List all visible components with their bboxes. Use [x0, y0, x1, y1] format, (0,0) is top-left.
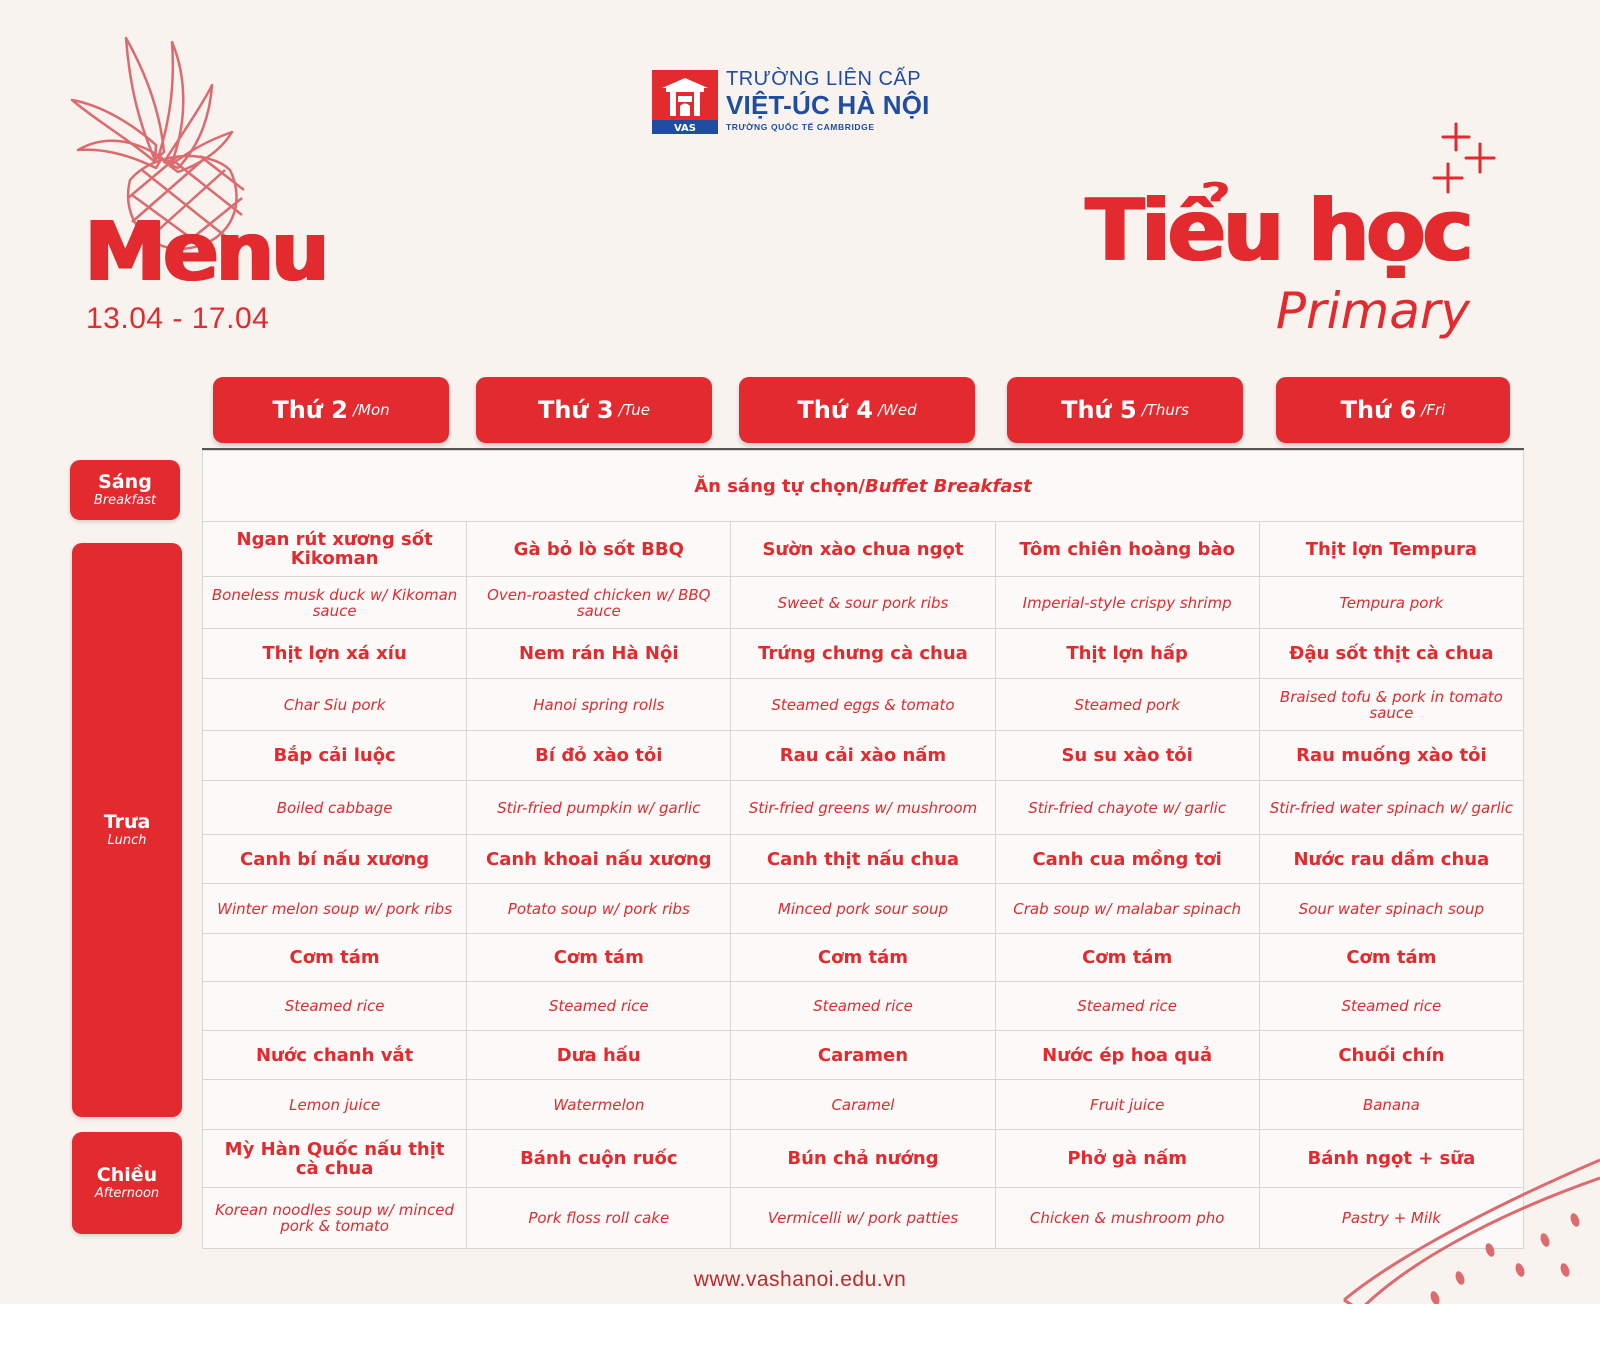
dish-vi: Bí đỏ xào tỏi	[467, 731, 731, 781]
school-name-line1: TRƯỜNG LIÊN CẤP	[726, 68, 922, 90]
dish-en: Caramel	[731, 1080, 995, 1130]
school-name-line3: TRƯỜNG QUỐC TẾ CAMBRIDGE	[726, 122, 875, 132]
dish-en: Banana	[1259, 1080, 1523, 1130]
breakfast-cell	[203, 451, 1524, 522]
dish-vi: Tôm chiên hoàng bào	[995, 522, 1259, 577]
day-label-vi: Thứ 4	[797, 396, 873, 424]
day-label-en: /Mon	[352, 401, 390, 419]
day-label-en: /Wed	[877, 401, 917, 419]
table-row-dish-vi	[203, 835, 1524, 884]
dish-en: Steamed rice	[731, 982, 995, 1031]
dish-vi: Gà bỏ lò sốt BBQ	[467, 522, 731, 577]
table-row-dish-vi	[203, 1031, 1524, 1080]
dish-en: Tempura pork	[1259, 577, 1523, 629]
dish-vi: Thịt lợn xá xíu	[203, 629, 467, 679]
dish-vi: Đậu sốt thịt cà chua	[1259, 629, 1523, 679]
meal-label-afternoon	[72, 1132, 182, 1234]
dish-vi: Chuối chín	[1259, 1031, 1523, 1080]
dish-vi: Thịt lợn hấp	[995, 629, 1259, 679]
dish-vi: Nem rán Hà Nội	[467, 629, 731, 679]
dish-en: Braised tofu & pork in tomato sauce	[1259, 679, 1523, 731]
day-header-mon	[213, 377, 449, 443]
dish-en: Steamed rice	[203, 982, 467, 1031]
table-row-dish-en	[203, 982, 1524, 1031]
dish-vi: Bánh cuộn ruốc	[467, 1130, 731, 1188]
dish-en: Char Siu pork	[203, 679, 467, 731]
day-header-tue	[476, 377, 712, 443]
table-row-dish-en	[203, 679, 1524, 731]
dish-en: Minced pork sour soup	[731, 884, 995, 934]
dish-vi: Canh cua mồng tơi	[995, 835, 1259, 884]
dish-en: Crab soup w/ malabar spinach	[995, 884, 1259, 934]
school-name-line2: VIỆT-ÚC HÀ NỘI	[726, 90, 930, 120]
dish-en: Pastry + Milk	[1259, 1188, 1523, 1249]
dish-en: Lemon juice	[203, 1080, 467, 1130]
dish-en: Stir-fried greens w/ mushroom	[731, 781, 995, 835]
dish-en: Steamed rice	[995, 982, 1259, 1031]
dish-vi: Cơm tám	[1259, 934, 1523, 982]
grade-title-vi: Tiểu học	[1085, 181, 1470, 281]
day-label-vi: Thứ 5	[1061, 396, 1137, 424]
dish-vi: Canh thịt nấu chua	[731, 835, 995, 884]
dish-vi: Thịt lợn Tempura	[1259, 522, 1523, 577]
day-header-fri	[1276, 377, 1510, 443]
menu-table	[202, 450, 1524, 1249]
dish-en: Stir-fried chayote w/ garlic	[995, 781, 1259, 835]
dish-vi: Rau cải xào nấm	[731, 731, 995, 781]
dish-en: Stir-fried pumpkin w/ garlic	[467, 781, 731, 835]
breakfast-text-en: Buffet Breakfast	[864, 475, 1032, 497]
dish-vi: Cơm tám	[995, 934, 1259, 982]
meal-label-vi: Sáng	[98, 470, 152, 493]
dish-en: Hanoi spring rolls	[467, 679, 731, 731]
dish-vi: Cơm tám	[467, 934, 731, 982]
dish-en: Boiled cabbage	[203, 781, 467, 835]
dish-vi: Canh khoai nấu xương	[467, 835, 731, 884]
meal-label-en: Afternoon	[94, 1185, 160, 1201]
meal-label-breakfast	[70, 460, 180, 520]
breakfast-text-vi: Ăn sáng tự chọn/	[694, 475, 865, 497]
grade-title-en: Primary	[1275, 282, 1470, 340]
meal-label-en: Breakfast	[93, 492, 157, 508]
day-label-vi: Thứ 2	[272, 396, 348, 424]
date-range: 13.04 - 17.04	[86, 302, 270, 335]
day-header-thu	[1007, 377, 1243, 443]
dish-vi: Dưa hấu	[467, 1031, 731, 1080]
dish-vi: Nước rau dầm chua	[1259, 835, 1523, 884]
dish-en: Steamed rice	[467, 982, 731, 1031]
dish-vi: Bắp cải luộc	[203, 731, 467, 781]
dish-vi: Caramen	[731, 1031, 995, 1080]
table-row-breakfast	[203, 451, 1524, 522]
dish-vi: Bánh ngọt + sữa	[1259, 1130, 1523, 1188]
table-row-afternoon-en	[203, 1188, 1524, 1249]
dish-en: Steamed pork	[995, 679, 1259, 731]
dish-vi: Sườn xào chua ngọt	[731, 522, 995, 577]
dish-en: Vermicelli w/ pork patties	[731, 1188, 995, 1249]
table-row-dish-vi	[203, 629, 1524, 679]
table-row-dish-en	[203, 884, 1524, 934]
menu-title: Menu	[84, 205, 326, 300]
table-row-afternoon-vi	[203, 1130, 1524, 1188]
dish-vi: Nước chanh vắt	[203, 1031, 467, 1080]
dish-en: Fruit juice	[995, 1080, 1259, 1130]
meal-label-en: Lunch	[107, 832, 147, 848]
dish-en: Oven-roasted chicken w/ BBQ sauce	[467, 577, 731, 629]
day-header-wed	[739, 377, 975, 443]
day-label-en: /Fri	[1421, 401, 1446, 419]
dish-en: Steamed eggs & tomato	[731, 679, 995, 731]
day-label-en: /Thurs	[1141, 401, 1189, 419]
day-label-vi: Thứ 3	[537, 396, 614, 424]
dish-vi: Bún chả nướng	[731, 1130, 995, 1188]
table-row-dish-en	[203, 1080, 1524, 1130]
dish-en: Watermelon	[467, 1080, 731, 1130]
dish-vi: Cơm tám	[731, 934, 995, 982]
table-row-dish-en	[203, 577, 1524, 629]
website-link[interactable]: www.vashanoi.edu.vn	[693, 1268, 907, 1291]
dish-en: Boneless musk duck w/ Kikoman sauce	[203, 577, 467, 629]
meal-label-vi: Chiều	[96, 1163, 158, 1186]
school-logo	[652, 68, 930, 136]
meal-label-vi: Trưa	[103, 810, 151, 833]
dish-en: Stir-fried water spinach w/ garlic	[1259, 781, 1523, 835]
dish-vi: Trứng chưng cà chua	[731, 629, 995, 679]
dish-en: Sour water spinach soup	[1259, 884, 1523, 934]
dish-en: Pork floss roll cake	[467, 1188, 731, 1249]
table-row-dish-vi	[203, 522, 1524, 577]
day-label-vi: Thứ 6	[1340, 396, 1417, 424]
dish-vi: Ngan rút xương sốt Kikoman	[203, 522, 467, 577]
dish-en: Steamed rice	[1259, 982, 1523, 1031]
meal-label-lunch	[72, 543, 182, 1117]
dish-en: Imperial-style crispy shrimp	[995, 577, 1259, 629]
dish-vi: Canh bí nấu xương	[203, 835, 467, 884]
dish-vi: Cơm tám	[203, 934, 467, 982]
dish-en: Potato soup w/ pork ribs	[467, 884, 731, 934]
svg-text:VAS: VAS	[673, 123, 697, 134]
dish-en: Sweet & sour pork ribs	[731, 577, 995, 629]
dish-vi: Su su xào tỏi	[995, 731, 1259, 781]
table-row-dish-vi	[203, 934, 1524, 982]
dish-en: Chicken & mushroom pho	[995, 1188, 1259, 1249]
dish-en: Winter melon soup w/ pork ribs	[203, 884, 467, 934]
dish-vi: Mỳ Hàn Quốc nấu thịt cà chua	[203, 1130, 467, 1188]
dish-vi: Nước ép hoa quả	[995, 1031, 1259, 1080]
school-gate-icon	[652, 70, 718, 134]
dish-vi: Rau muống xào tỏi	[1259, 731, 1523, 781]
table-row-dish-vi	[203, 731, 1524, 781]
dish-vi: Phở gà nấm	[995, 1130, 1259, 1188]
table-row-dish-en	[203, 781, 1524, 835]
day-label-en: /Tue	[618, 401, 651, 419]
dish-en: Korean noodles soup w/ minced pork & tomato	[203, 1188, 467, 1249]
